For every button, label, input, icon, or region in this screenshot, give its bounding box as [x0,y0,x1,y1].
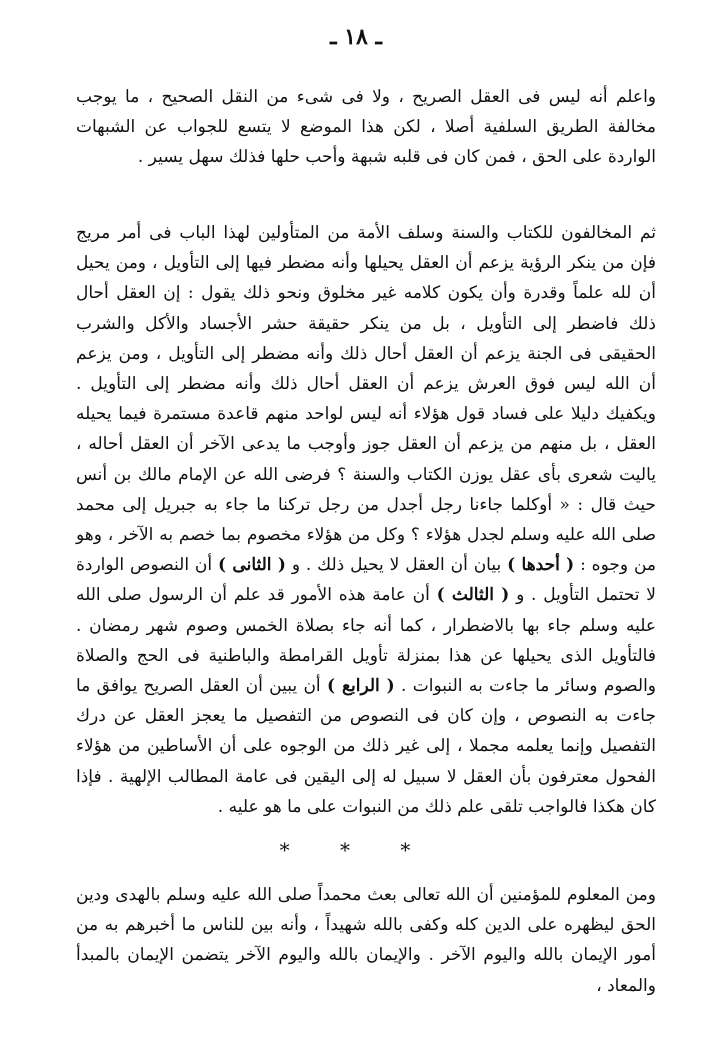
point-label-2: ( الثانى ) [218,555,286,576]
paragraph-1-text: واعلم أنه ليس فى العقل الصريح ، ولا فى شىء من النقل الصحيح ، ما يوجب مخالفة الطريق السلفية أصلا ، لكن هذا الموضع لا يتسع للجواب عن الشبهات الواردة على الحق ، فمن كان فى قلبه شبهة وأحب حلها فذلك سهل يسير . [76,87,656,168]
paragraph-2-part-1: ثم المخالفون للكتاب والسنة وسلف الأمة من المتأولين لهذا الباب فى أمر مريج فإن من ينكر الرؤية يزعم أن العقل يحيلها وأنه مضطر فيها إلى التأويل ، ومن يحيل أن لله علماً وقدرة وأن يكون كلامه غير مخلوق ونحو ذلك يقول : إن العقل أحال ذلك فاضطر إلى التأويل ، بل من ينكر حقيقة حشر الأجساد والأكل والشرب الحقيقى فى الجنة يزعم أن العقل أحال ذلك وأنه مضطر إلى التأويل ، ومن يزعم أن الله ليس فوق العرش يزعم أن العقل أحال ذلك وأنه مضطر إلى التأويل . ويكفيك دليلا على فساد قول هؤلاء أنه ليس لواحد منهم قاعدة مستمرة فيما يحيله العقل ، بل منهم من يزعم أن العقل جوز وأوجب ما يدعى الآخر أن العقل أحاله ، ياليت شعرى بأى عقل يوزن الكتاب والسنة ؟ فرضى الله عن الإمام مالك بن أنس حيث قال : « أوكلما جاءنا رجل أجدل من رجل تركنا ما جاء به جبريل إلى محمد صلى الله عليه وسلم لجدل هؤلاء ؟ وكل من هؤلاء مخصوم بما خصم به الآخر ، وهو من وجوه : [76,223,656,576]
paragraph-2 [76,218,656,822]
section-separator: * * * [279,838,433,862]
paragraph-2-text [76,218,656,822]
point-label-4: ( الرابع ) [327,676,395,697]
paragraph-1 [76,82,656,173]
point-label-1: ( أحدها ) [507,555,575,576]
paragraph-2-part-3: أن النصوص الواردة لا تحتمل التأويل . و [76,555,657,606]
paragraph-2-part-5: أن يبين أن العقل الصريح يوافق ما جاءت به النصوص ، وإن كان فى النصوص من التفصيل ما يعجز العقل عن درك التفصيل وإنما يعلمه مجملا ، إلى غير ذلك من الوجوه على أن الأساطين من هؤلاء الفحول معترفون بأن العقل لا سبيل له إلى اليقين فى عامة المطالب الإلهية . فإذا كان هكذا فالواجب تلقى علم ذلك من النبوات على ما هو عليه . [76,676,656,817]
point-label-3: ( الثالث ) [436,585,510,606]
paragraph-2-part-2: بيان أن العقل لا يحيل ذلك . و [291,555,502,576]
paragraph-3-text: ومن المعلوم للمؤمنين أن الله تعالى بعث محمداً صلى الله عليه وسلم بالهدى ودين الحق ليظهره على الدين كله وكفى بالله شهيداً ، وأنه بين للناس ما أخبرهم به من أمور الإيمان بالله واليوم الآخر . والإيمان بالله واليوم الآخر يتضمن الإيمان بالمبدأ والمعاد ، [76,885,656,996]
paragraph-2-part-4: أن عامة هذه الأمور قد علم أن الرسول صلى الله عليه وسلم جاء بها بالاضطرار ، كما أنه جاء بصلاة الخمس وصوم شهر رمضان . فالتأويل الذى يحيلها عن هذا بمنزلة تأويل القرامطة والباطنية فى الحج والصلاة والصوم وسائر ما جاءت به النبوات . [76,585,657,697]
page-number: ـ ١٨ ـ [330,24,382,50]
paragraph-3 [76,880,656,1001]
